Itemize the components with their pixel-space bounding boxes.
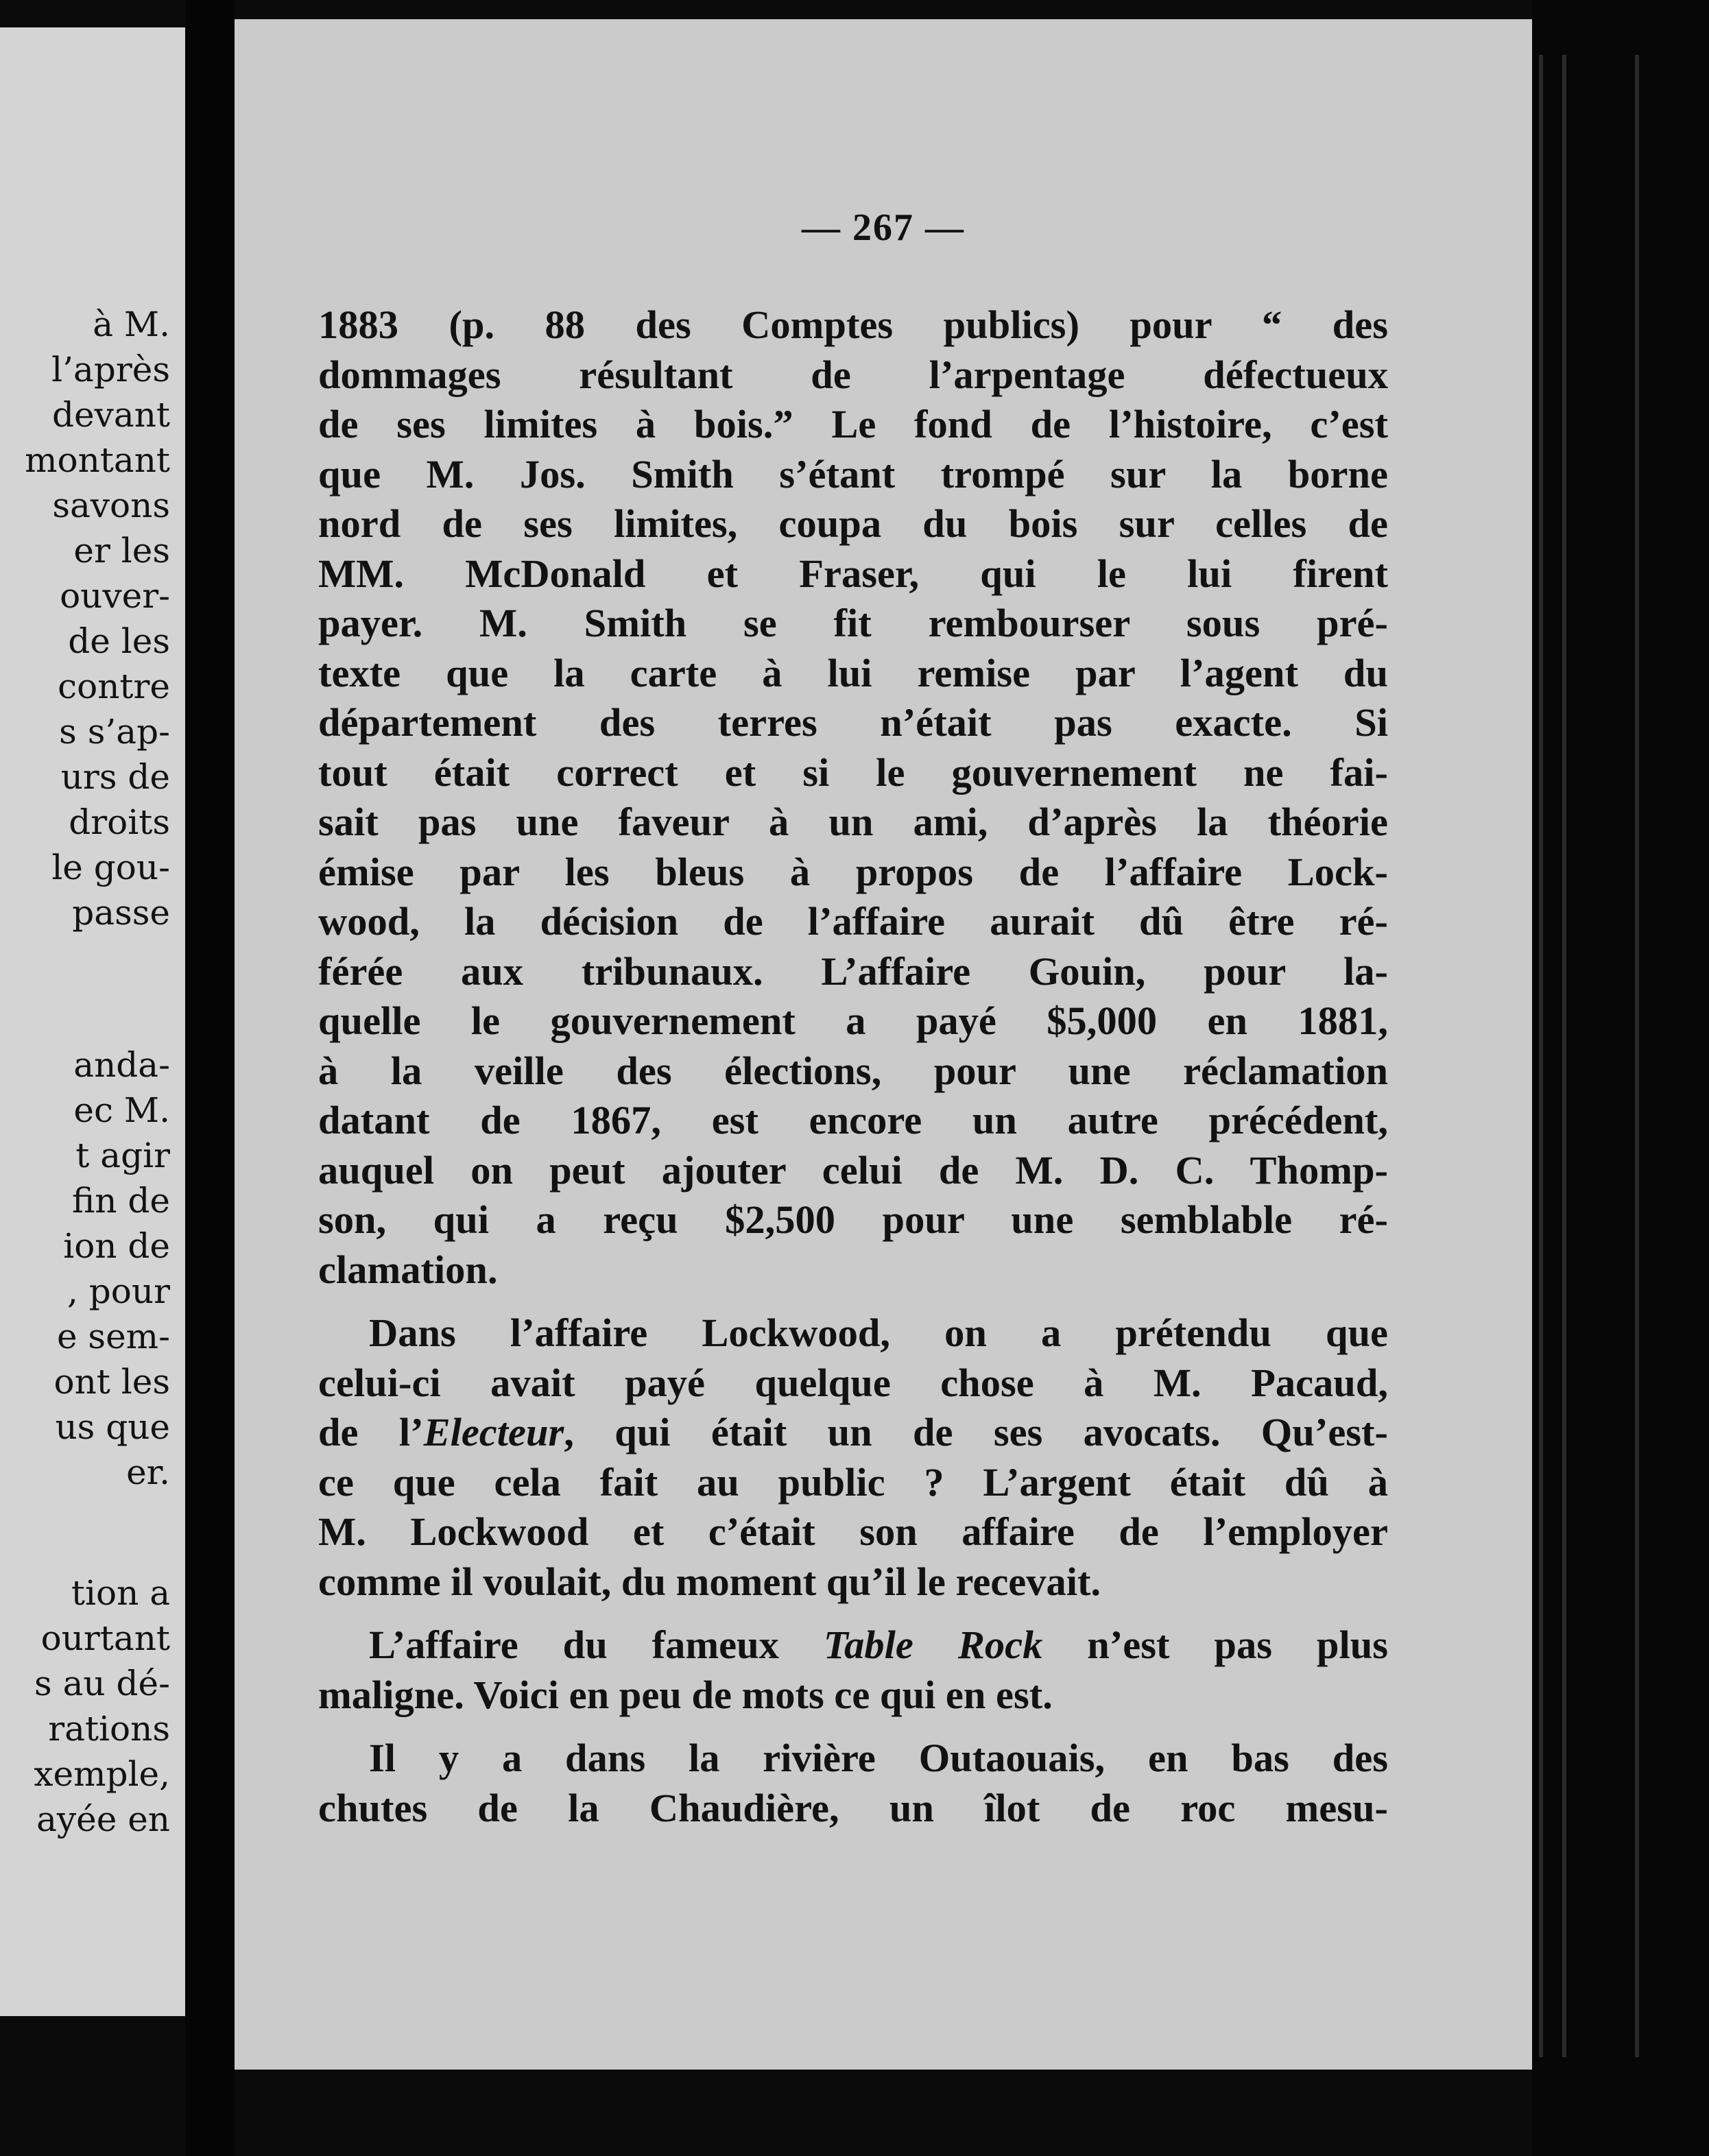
- paragraph-4: [318, 1734, 1388, 1833]
- text-line: texte que la carte à lui remise par l’agent du: [318, 650, 1388, 695]
- previous-page-line: urs de: [60, 757, 170, 797]
- previous-page-line: xemple,: [34, 1754, 170, 1794]
- previous-page-line: e sem-: [56, 1317, 170, 1356]
- book-edge: [1532, 0, 1709, 2156]
- previous-page-line: fin de: [71, 1181, 170, 1221]
- previous-page-line: er les: [73, 531, 170, 571]
- text-line: clamation.: [318, 1247, 498, 1292]
- previous-page-line: ion de: [63, 1226, 170, 1266]
- previous-page-line: à M.: [93, 304, 170, 344]
- book-page: [235, 19, 1532, 2070]
- previous-page-fragment: [0, 27, 185, 2016]
- book-gutter: [185, 0, 235, 2156]
- paragraph-2: [318, 1308, 1388, 1607]
- previous-page-line: rations: [48, 1709, 170, 1749]
- page-edge-line: [1539, 55, 1543, 2057]
- text-line: que M. Jos. Smith s’étant trompé sur la borne: [318, 451, 1388, 496]
- text-line: quelle le gouvernement a payé $5,000 en 1881,: [318, 998, 1388, 1043]
- text-line: maligne. Voici en peu de mots ce qui en est.: [318, 1672, 1053, 1717]
- previous-page-lines-top: [25, 302, 170, 935]
- paragraph-3: [318, 1620, 1388, 1720]
- previous-page-lines-middle: [53, 1042, 170, 1495]
- page-edge-line: [1635, 55, 1639, 2057]
- previous-page-line: l’après: [51, 350, 170, 390]
- previous-page-line: s s’ap-: [59, 712, 170, 752]
- text-line: sait pas une faveur à un ami, d’après la théorie: [318, 800, 1388, 844]
- text-line: celui-ci avait payé quelque chose à M. Pacaud,: [318, 1360, 1388, 1405]
- previous-page-line: t agir: [75, 1136, 170, 1175]
- previous-page-line: ec M.: [73, 1090, 170, 1130]
- text-line: de ses limites à bois.” Le fond de l’histoire, c’est: [318, 402, 1388, 446]
- previous-page-line: anda-: [73, 1045, 170, 1085]
- italic-place-name: Table Rock: [823, 1622, 1043, 1667]
- previous-page-line: , pour: [67, 1271, 170, 1311]
- text-line: émise par les bleus à propos de l’affaire Lock-: [318, 849, 1388, 894]
- previous-page-line: devant: [52, 395, 170, 435]
- previous-page-line: ouver-: [60, 576, 170, 616]
- text-line: de l’Electeur, qui était un de ses avocats. Qu’est-: [318, 1410, 1389, 1454]
- italic-publication-name: Electeur: [423, 1410, 564, 1454]
- page-number: — 267 —: [802, 206, 965, 249]
- text-line: Il y a dans la rivière Outaouais, en bas des: [369, 1736, 1388, 1780]
- previous-page-line: ourtant: [40, 1618, 170, 1658]
- previous-page-lines-bottom: [34, 1570, 170, 1842]
- text-line: férée aux tribunaux. L’affaire Gouin, pour la-: [318, 948, 1388, 994]
- text-line: Dans l’affaire Lockwood, on a prétendu que: [369, 1310, 1388, 1355]
- previous-page-line: tion a: [71, 1573, 170, 1613]
- paragraph-1: [318, 300, 1388, 1295]
- previous-page-line: droits: [69, 802, 170, 842]
- text-line: nord de ses limites, coupa du bois sur celles de: [318, 501, 1388, 546]
- text-line: L’affaire du fameux Table Rock n’est pas plus: [369, 1622, 1389, 1667]
- previous-page-line: er.: [126, 1452, 170, 1492]
- previous-page-line: ont les: [53, 1362, 170, 1402]
- previous-page-line: contre: [58, 667, 170, 706]
- previous-page-line: us que: [55, 1407, 170, 1447]
- text-line: comme il voulait, du moment qu’il le recevait.: [318, 1559, 1101, 1604]
- text-line: MM. McDonald et Fraser, qui le lui firent: [318, 551, 1388, 596]
- previous-page-line: savons: [52, 486, 170, 525]
- page-edge-line: [1562, 55, 1566, 2057]
- text-line: ce que cela fait au public ? L’argent était dû à: [318, 1459, 1388, 1505]
- text-line: chutes de la Chaudière, un îlot de roc mesu-: [318, 1785, 1388, 1830]
- text-line: département des terres n’était pas exacte. Si: [318, 700, 1388, 745]
- text-line: datant de 1867, est encore un autre précédent,: [318, 1098, 1388, 1142]
- text-line: dommages résultant de l’arpentage défectueux: [318, 352, 1388, 397]
- text-line: auquel on peut ajouter celui de M. D. C. Thomp-: [318, 1147, 1388, 1193]
- text-line: 1883 (p. 88 des Comptes publics) pour “ des: [318, 302, 1388, 347]
- previous-page-line: de les: [68, 621, 170, 661]
- previous-page-line: montant: [25, 440, 170, 480]
- text-line: wood, la décision de l’affaire aurait dû être ré-: [318, 899, 1388, 944]
- previous-page-line: ayée en: [36, 1799, 170, 1839]
- text-line: tout était correct et si le gouvernement ne fai-: [318, 750, 1388, 795]
- text-line: payer. M. Smith se fit rembourser sous pré-: [318, 601, 1388, 645]
- text-line: à la veille des élections, pour une réclamation: [318, 1048, 1388, 1093]
- page-body-text: [318, 300, 1388, 1833]
- previous-page-line: le gou-: [51, 848, 170, 887]
- previous-page-line: s au dé-: [34, 1664, 170, 1703]
- text-line: M. Lockwood et c’était son affaire de l’employer: [318, 1509, 1388, 1554]
- text-line: son, qui a reçu $2,500 pour une semblable ré-: [318, 1197, 1388, 1242]
- previous-page-line: passe: [72, 893, 170, 933]
